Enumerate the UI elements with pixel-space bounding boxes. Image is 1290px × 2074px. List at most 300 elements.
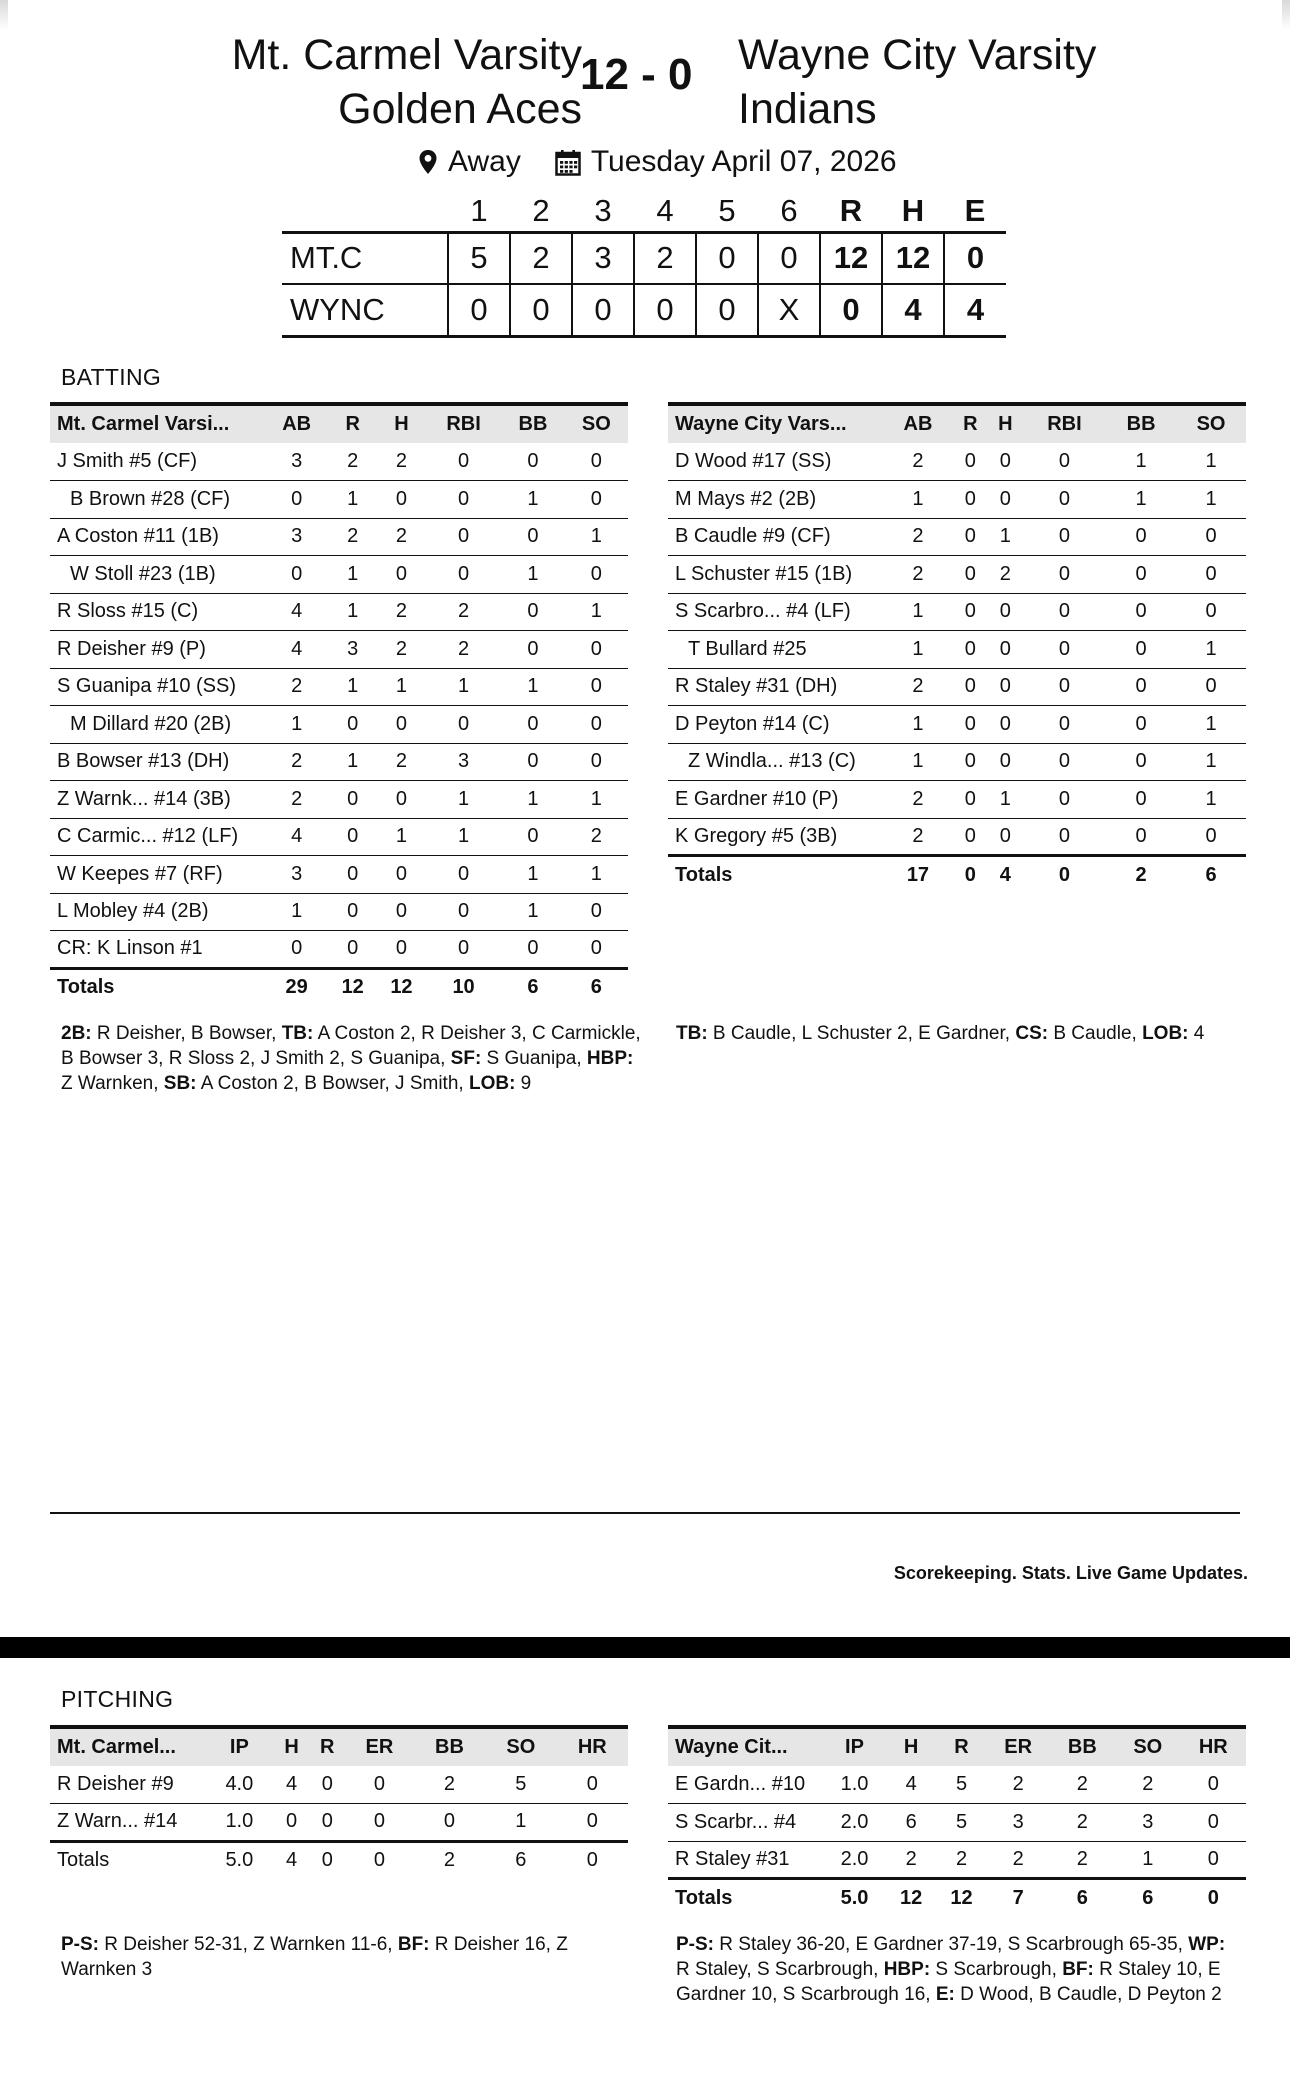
inning-run-cell: 0 [696,232,758,284]
section-divider [50,1512,1240,1514]
player-row [50,743,628,781]
team-column-header: Mt. Carmel Varsi... [50,404,265,443]
stat-cell: 2 [377,518,426,556]
player-name: D Wood #17 (SS) [668,443,883,481]
home-team-nickname: Golden Aces [338,85,582,133]
note-value: R Deisher 16, Z Warnken 3 [61,1934,568,1980]
note-value: B Caudle, [1048,1023,1143,1044]
totals-cell: 6 [485,1841,556,1879]
linescore-col-header: 5 [718,193,736,229]
totals-cell: 0 [1023,856,1106,894]
stat-cell: 2 [265,668,328,706]
stat-cell: 0 [988,818,1023,856]
stat-column-header: H [886,1727,936,1766]
stat-column-header: SO [485,1727,556,1766]
stat-cell: 0 [557,1766,628,1804]
stat-column-header: HR [557,1727,628,1766]
player-row [50,556,628,594]
linescore-col-header: 3 [594,193,612,229]
batting-section-label: BATTING [61,364,162,390]
player-name: J Smith #5 (CF) [50,443,265,481]
note-value: 4 [1188,1023,1205,1044]
stat-cell: 0 [565,668,628,706]
note-key: HBP: [586,1048,634,1069]
batting-notes-home [61,1021,641,1096]
player-name: E Gardner #10 (P) [668,781,883,819]
stat-cell: 1 [377,668,426,706]
stat-cell: 0 [953,743,988,781]
stat-cell: 2 [328,443,377,481]
linescore-col-header: E [964,193,986,229]
stat-cell: 1 [883,706,953,744]
stat-cell: 2 [1050,1766,1115,1804]
stat-cell: 4.0 [205,1766,274,1804]
stat-cell: 0 [953,518,988,556]
player-name: R Staley #31 [668,1841,823,1879]
totals-cell: 6 [1050,1879,1115,1917]
player-row [668,631,1246,669]
linescore-row [282,232,1006,284]
stat-column-header: AB [883,404,953,443]
player-name: R Deisher #9 (P) [50,631,265,669]
stat-cell: 1 [501,893,564,931]
game-meta [418,145,897,179]
player-name: B Brown #28 (CF) [50,481,265,519]
player-row [50,631,628,669]
boxscore-sheet [8,0,1282,1637]
map-pin-icon [418,149,438,175]
stat-cell: 0 [565,631,628,669]
away-team [738,28,1096,136]
stat-cell: 0 [377,781,426,819]
inning-run-cell: 0 [448,284,510,336]
stat-column-header: HR [1181,1727,1246,1766]
inning-run-cell: 3 [572,232,634,284]
stat-cell: 0 [501,593,564,631]
stat-column-header: IP [823,1727,886,1766]
linescore-e-cell: 4 [944,284,1006,336]
player-row [50,593,628,631]
player-name: Z Warn... #14 [50,1804,205,1842]
player-row [50,706,628,744]
stat-cell: 1 [501,781,564,819]
stat-cell: 0 [988,631,1023,669]
stat-cell: 1 [426,668,502,706]
stat-column-header: R [309,1727,345,1766]
stat-cell: 0 [426,518,502,556]
player-row [668,593,1246,631]
stat-column-header: H [988,404,1023,443]
pitching-table-away [668,1725,1246,1916]
note-value: 9 [515,1073,532,1094]
stat-header-row [668,1727,1246,1766]
player-row [668,518,1246,556]
stat-cell: 0 [1106,706,1176,744]
stat-cell: 1 [1176,706,1246,744]
stat-cell: 1 [565,781,628,819]
linescore-h-cell: 4 [882,284,944,336]
stat-header-row [668,404,1246,443]
stat-cell: 1 [1176,443,1246,481]
stat-cell: 2 [883,781,953,819]
totals-cell: 6 [1176,856,1246,894]
note-key: CS: [1015,1023,1049,1044]
note-key: BF: [1062,1959,1094,1980]
stat-cell: 0 [1106,593,1176,631]
stat-cell: 2 [377,443,426,481]
stat-cell: 4 [265,818,328,856]
player-row [50,893,628,931]
linescore-r-cell: 12 [820,232,882,284]
stat-cell: 0 [426,856,502,894]
note-value: A Coston 2, B Bowser, J Smith, [196,1073,469,1094]
stat-cell: 1 [883,743,953,781]
stat-cell: 2.0 [823,1841,886,1879]
note-value: D Wood, B Caudle, D Peyton 2 [954,1984,1222,2005]
player-name: L Mobley #4 (2B) [50,893,265,931]
note-key: P-S: [676,1934,714,1955]
note-value: R Staley 36-20, E Gardner 37-19, S Scarbrough 65-35, [714,1934,1189,1955]
stat-cell: 1 [328,743,377,781]
totals-label: Totals [50,968,265,1006]
stat-cell: 0 [501,818,564,856]
note-key: HBP: [883,1959,931,1980]
player-name: S Scarbro... #4 (LF) [668,593,883,631]
stat-cell: 0 [953,556,988,594]
game-date: Tuesday April 07, 2026 [590,145,897,178]
stat-cell: 0 [1023,556,1106,594]
batting-table-away [668,402,1246,893]
note-key: TB: [281,1023,314,1044]
player-name: S Guanipa #10 (SS) [50,668,265,706]
player-row [668,1841,1246,1879]
stat-cell: 1.0 [823,1766,886,1804]
player-name: L Schuster #15 (1B) [668,556,883,594]
linescore-team-abbr: MT.C [282,232,448,284]
stat-cell: 2 [883,556,953,594]
note-value: R Deisher, B Bowser, [91,1023,282,1044]
player-row [668,1766,1246,1804]
stat-cell: 0 [1181,1804,1246,1842]
stat-cell: 0 [953,443,988,481]
away-team-nickname: Indians [738,85,877,133]
stat-cell: 3 [265,518,328,556]
stat-cell: 2 [936,1841,986,1879]
stat-cell: 1 [988,518,1023,556]
note-key: WP: [1188,1934,1226,1955]
stat-cell: 1 [426,781,502,819]
stat-cell: 1 [1176,781,1246,819]
stat-cell: 0 [328,781,377,819]
stat-cell: 1 [328,556,377,594]
totals-cell: 2 [1106,856,1176,894]
stat-cell: 1 [1176,631,1246,669]
totals-cell: 4 [274,1841,310,1879]
stat-cell: 2 [886,1841,936,1879]
stat-cell: 0 [274,1804,310,1842]
totals-row [50,968,628,1006]
player-name: CR: K Linson #1 [50,931,265,969]
note-key: E: [935,1984,955,2005]
stat-cell: 0 [265,556,328,594]
stat-cell: 0 [426,706,502,744]
totals-cell: 0 [557,1841,628,1879]
stat-cell: 0 [265,481,328,519]
stat-cell: 4 [886,1766,936,1804]
stat-cell: 3 [426,743,502,781]
linescore-table [282,192,1006,338]
stat-cell: 0 [988,593,1023,631]
stat-cell: 0 [1023,668,1106,706]
totals-label: Totals [50,1841,205,1879]
stat-cell: 0 [1023,593,1106,631]
stat-column-header: R [953,404,988,443]
linescore-col-header: 4 [656,193,674,229]
note-key: BF: [397,1934,430,1955]
stat-cell: 1 [1176,481,1246,519]
stat-cell: 1 [1106,443,1176,481]
stat-cell: 0 [1023,781,1106,819]
stat-cell: 1 [485,1804,556,1842]
stat-cell: 0 [565,743,628,781]
stat-cell: 0 [1176,593,1246,631]
stat-cell: 2 [987,1766,1050,1804]
linescore-corner [282,192,448,232]
totals-label: Totals [668,1879,823,1917]
player-row [50,818,628,856]
stat-cell: 2 [1050,1841,1115,1879]
stat-cell: 0 [565,706,628,744]
stat-header-row [50,1727,628,1766]
stat-cell: 0 [1106,556,1176,594]
stat-cell: 0 [501,443,564,481]
player-row [668,781,1246,819]
player-name: B Bowser #13 (DH) [50,743,265,781]
player-name: W Keepes #7 (RF) [50,856,265,894]
linescore-r-cell: 0 [820,284,882,336]
player-name: T Bullard #25 [668,631,883,669]
away-team-name: Wayne City Varsity [738,31,1097,79]
totals-cell: 6 [501,968,564,1006]
player-name: A Coston #11 (1B) [50,518,265,556]
player-name: R Sloss #15 (C) [50,593,265,631]
totals-cell: 12 [936,1879,986,1917]
stat-column-header: SO [565,404,628,443]
stat-column-header: SO [1115,1727,1180,1766]
player-row [50,1804,628,1842]
tagline: Scorekeeping. Stats. Live Game Updates. [893,1563,1248,1583]
totals-cell: 6 [1115,1879,1180,1917]
stat-cell: 0 [1106,518,1176,556]
player-name: W Stoll #23 (1B) [50,556,265,594]
player-name: R Staley #31 (DH) [668,668,883,706]
note-key: TB: [676,1023,708,1044]
stat-cell: 0 [501,931,564,969]
inning-run-cell: 0 [696,284,758,336]
stat-cell: 2 [883,668,953,706]
stat-cell: 1 [565,593,628,631]
stat-cell: 1 [377,818,426,856]
stat-cell: 0 [1023,631,1106,669]
stat-column-header: ER [987,1727,1050,1766]
stat-cell: 1 [883,593,953,631]
stat-cell: 1 [565,856,628,894]
stat-cell: 0 [328,856,377,894]
stat-cell: 0 [345,1804,414,1842]
stat-cell: 0 [328,818,377,856]
stat-cell: 1 [501,556,564,594]
batting-notes-away [676,1021,1236,1046]
stat-cell: 0 [1106,818,1176,856]
totals-cell: 12 [377,968,426,1006]
note-value: A Coston 2, R Deisher 3, C Carmickle, B Bowser 3, R Sloss 2, J Smith 2, S Guanipa, [61,1023,641,1069]
stat-cell: 2.0 [823,1804,886,1842]
inning-run-cell: 0 [510,284,572,336]
stat-column-header: BB [1050,1727,1115,1766]
stat-cell: 5 [936,1766,986,1804]
stat-cell: 1 [565,518,628,556]
totals-row [668,1879,1246,1917]
stat-cell: 4 [265,593,328,631]
note-value: B Caudle, L Schuster 2, E Gardner, [707,1023,1016,1044]
stat-cell: 3 [265,443,328,481]
linescore-e-cell: 0 [944,232,1006,284]
stat-cell: 0 [988,668,1023,706]
stat-column-header: IP [205,1727,274,1766]
player-row [50,518,628,556]
stat-cell: 0 [988,481,1023,519]
totals-label: Totals [668,856,883,894]
stat-cell: 2 [1050,1804,1115,1842]
stat-column-header: BB [501,404,564,443]
stat-cell: 2 [377,631,426,669]
stat-cell: 2 [265,743,328,781]
stat-cell: 2 [265,781,328,819]
linescore-col-header: 1 [470,193,488,229]
linescore-col-header: R [839,193,863,229]
stat-cell: 2 [414,1766,485,1804]
player-name: S Scarbr... #4 [668,1804,823,1842]
note-value: Z Warnken, [61,1073,164,1094]
inning-run-cell: X [758,284,820,336]
player-row [50,668,628,706]
linescore-col-header: 6 [780,193,798,229]
stat-cell: 0 [1106,743,1176,781]
stat-column-header: BB [414,1727,485,1766]
totals-cell: 0 [1181,1879,1246,1917]
stat-cell: 1 [1106,481,1176,519]
stat-column-header: AB [265,404,328,443]
player-row [668,743,1246,781]
stat-cell: 3 [265,856,328,894]
note-key: SF: [450,1048,482,1069]
totals-cell: 5.0 [205,1841,274,1879]
stat-cell: 1 [265,893,328,931]
stat-column-header: BB [1106,404,1176,443]
stat-cell: 0 [377,893,426,931]
stat-cell: 1.0 [205,1804,274,1842]
stat-cell: 0 [1023,443,1106,481]
stat-cell: 0 [565,556,628,594]
stat-column-header: H [377,404,426,443]
stat-cell: 2 [1115,1766,1180,1804]
team-column-header: Mt. Carmel... [50,1727,205,1766]
stat-cell: 0 [953,818,988,856]
linescore-h-cell: 12 [882,232,944,284]
stat-cell: 0 [1176,818,1246,856]
stat-cell: 0 [988,706,1023,744]
totals-cell: 0 [345,1841,414,1879]
player-row [668,481,1246,519]
pitching-section-label: PITCHING [61,1686,174,1712]
pitching-notes-away [676,1932,1236,2007]
player-row [668,818,1246,856]
player-name: B Caudle #9 (CF) [668,518,883,556]
stat-column-header: SO [1176,404,1246,443]
stat-cell: 3 [1115,1804,1180,1842]
player-name: D Peyton #14 (C) [668,706,883,744]
stat-cell: 0 [953,593,988,631]
player-row [50,856,628,894]
stat-cell: 0 [953,631,988,669]
team-column-header: Wayne Cit... [668,1727,823,1766]
final-score: 12 - 0 [580,50,693,99]
stat-cell: 2 [988,556,1023,594]
stat-header-row [50,404,628,443]
stat-cell: 0 [309,1766,345,1804]
calendar-icon [555,149,581,176]
player-row [668,706,1246,744]
stat-cell: 0 [1023,706,1106,744]
stat-cell: 1 [883,631,953,669]
stat-cell: 0 [565,931,628,969]
totals-cell: 0 [309,1841,345,1879]
totals-cell: 10 [426,968,502,1006]
stat-cell: 0 [988,743,1023,781]
stat-cell: 0 [377,856,426,894]
team-column-header: Wayne City Vars... [668,404,883,443]
stat-cell: 0 [309,1804,345,1842]
stat-cell: 2 [883,443,953,481]
stat-cell: 2 [377,743,426,781]
stat-cell: 2 [328,518,377,556]
inning-run-cell: 0 [572,284,634,336]
totals-cell: 4 [988,856,1023,894]
stat-cell: 1 [328,593,377,631]
stat-cell: 0 [1023,818,1106,856]
totals-cell: 7 [987,1879,1050,1917]
stat-cell: 0 [1023,481,1106,519]
player-row [668,668,1246,706]
stat-cell: 2 [426,593,502,631]
stat-cell: 0 [565,443,628,481]
stat-cell: 0 [1176,668,1246,706]
totals-cell: 2 [414,1841,485,1879]
linescore-team-abbr: WYNC [282,284,448,336]
stat-column-header: R [936,1727,986,1766]
stat-column-header: RBI [426,404,502,443]
totals-cell: 6 [565,968,628,1006]
stat-cell: 0 [345,1766,414,1804]
stat-cell: 0 [953,781,988,819]
player-name: M Mays #2 (2B) [668,481,883,519]
totals-cell: 29 [265,968,328,1006]
player-name: Z Windla... #13 (C) [668,743,883,781]
stat-cell: 1 [1176,743,1246,781]
stat-cell: 1 [328,668,377,706]
stat-cell: 0 [501,706,564,744]
player-row [668,556,1246,594]
